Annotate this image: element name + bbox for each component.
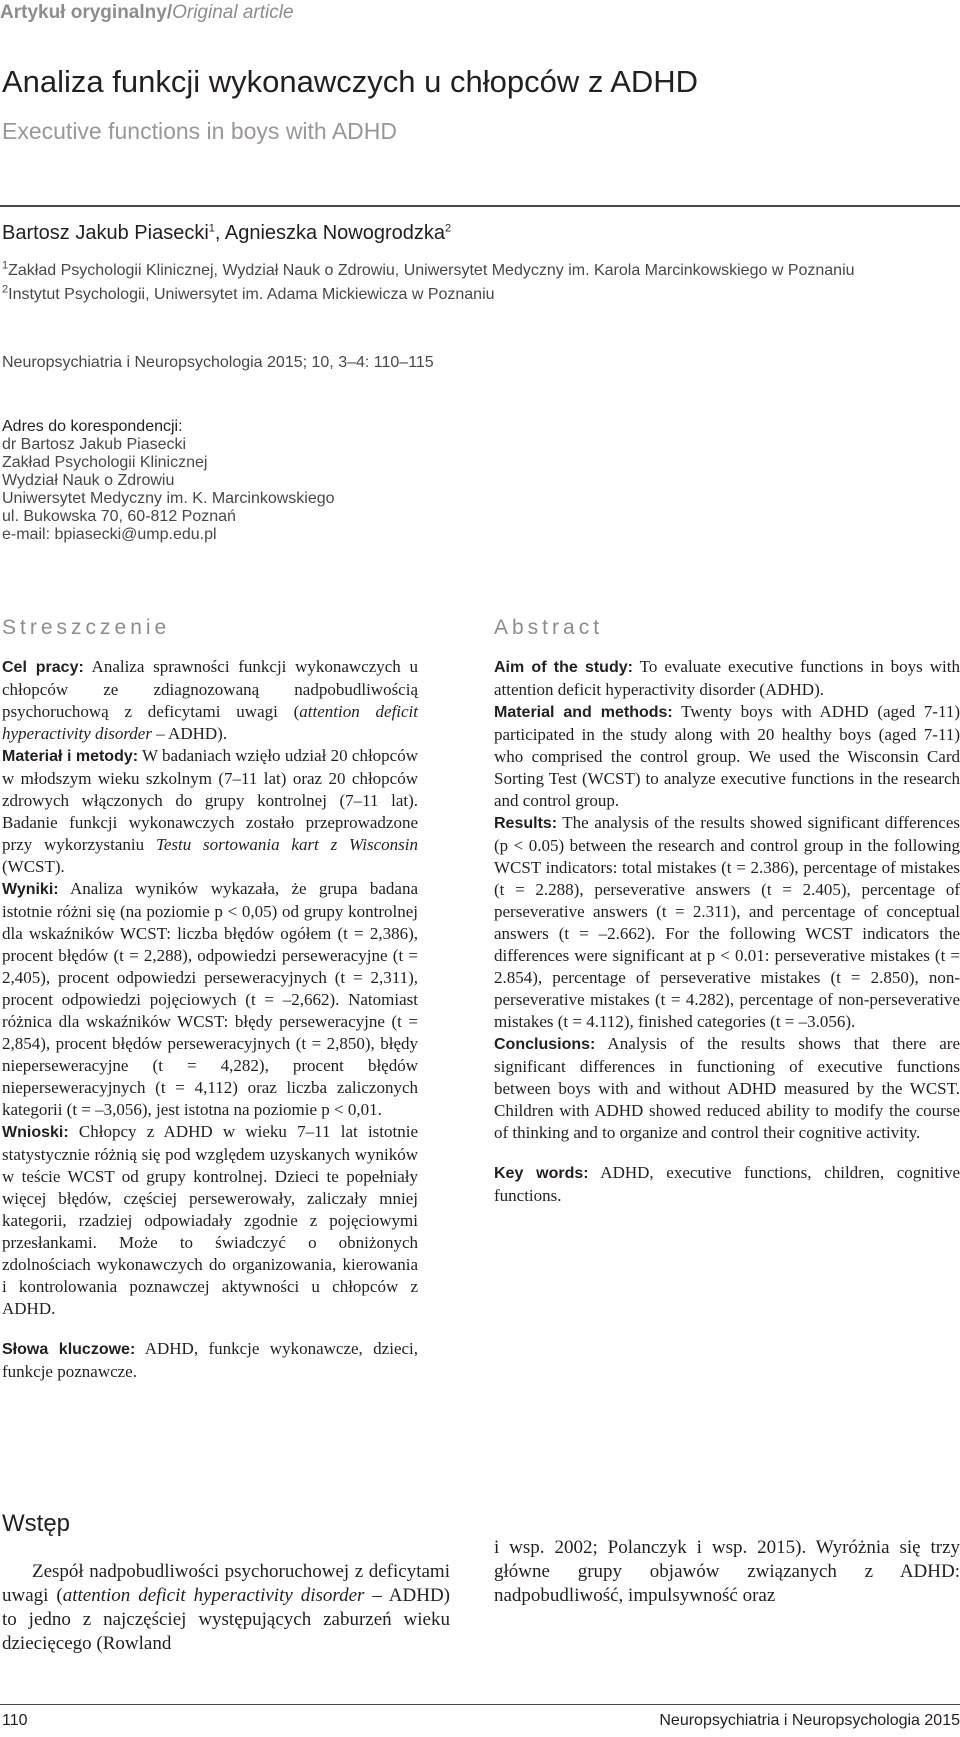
abstract-heading: Abstract	[494, 616, 604, 639]
streszczenie-aim	[2, 656, 418, 745]
correspondence-heading: Adres do korespondencji:	[2, 418, 183, 435]
intro-left-text: Zespół nadpobudliwości psychoruchowej z deficytami uwagi (	[2, 1561, 450, 1606]
streszczenie-body	[2, 656, 418, 1383]
author-1-sup: 1	[208, 222, 215, 235]
correspondence-line: Wydział Nauk o Zdrowiu	[2, 472, 175, 489]
conclusions-text: Chłopcy z ADHD w wieku 7–11 lat istotnie statystycznie różnią się pod względem uzyskanych wyników w teście WCST od grupy kontrolnej. Dzieci te popełniały więcej błędów, częściej persewerowały, zaliczały mniej kategorii, rzadziej odpowiadały zgodnie z pojęciowymi przesłankami. Może to świadczyć o obniżonych zdolnościach wykonawczych do organizowania, kierowania i kontrolowania poznawczej aktywności u chłopców z ADHD.	[2, 1122, 418, 1318]
aim-italic: attention deficit hyperactivity disorder	[2, 702, 419, 743]
conclusions-label: Wnioski:	[2, 1124, 69, 1141]
abstract-conclusions	[494, 1033, 960, 1144]
streszczenie-methods	[2, 745, 418, 878]
abstract-results	[494, 812, 960, 1033]
affiliation-1	[2, 259, 855, 280]
conclusions-text: Analysis of the results shows that there are significant differences in functioning of executive functions between boys with and without ADHD measured by the WCST. Children with ADHD showed reduced ability to modify the course of thinking and to organize and control their cognitive activity.	[494, 1034, 960, 1142]
intro-right-paragraph: i wsp. 2002; Polanczyk i wsp. 2015). Wyróżnia się trzy główne grupy objawów związanych z ADHD: nadpobudliwość, impulsywność oraz	[494, 1537, 960, 1606]
results-text: The analysis of the results showed significant differences (p < 0.05) between the research and control group in the following WCST indicators: total mistakes (t = 2.386), percentage of mistakes (t = 2.288), perseverative answers (t = 2.405), percentage of perseverative answers (t = 2.311), and percentage of conceptual answers (t = –2.662). For the following WCST indicators the differences were significant at p < 0.01: perseverative mistakes (t = 2.854), percentage of perseverative mistakes (t = 2.850), non-perseverative mistakes (t = 4.282), percentage of non-perseverative mistakes (t = 4.112), finished categories (t = –3.056).	[494, 813, 960, 1031]
correspondence-email[interactable]: e-mail: bpiasecki@ump.edu.pl	[2, 526, 217, 543]
footer-divider	[0, 1704, 960, 1705]
author-2: Agnieszka Nowogrodzka	[224, 222, 446, 244]
intro-left-end: – ADHD) to jedno z najczęściej występujących zaburzeń wieku dziecięcego (Rowland	[2, 1585, 450, 1654]
aim-text: Analiza sprawności funkcji wykonawczych u chłopców ze zdiagnozowaną nadpobudliwością psychoruchową z deficytami uwagi (	[2, 657, 418, 721]
streszczenie-keywords	[2, 1338, 418, 1383]
methods-end: (WCST).	[2, 857, 65, 876]
keywords-text: ADHD, executive functions, children, cognitive functions.	[494, 1163, 960, 1205]
keywords-label: Key words:	[494, 1165, 589, 1182]
abstract-body	[494, 656, 960, 1207]
results-text: Analiza wyników wykazała, że grupa badana istotnie różni się (na poziomie p < 0,05) od grupy kontrolnej dla wskaźników WCST: liczba błędów ogółem (t = 2,386), procent błędów (t = 2,288), odpowiedzi perseweracyjne (t = 2,405), procent odpowiedzi perseweracyjnych (t = 2,311), procent odpowiedzi pojęciowych (t = –2,662). Natomiast różnica dla wskaźników WCST: błędy perseweracyjne (t = 2,854), procent błędów perseweracyjnych (t = 2,850), błędy nieperseweracyjne (t = 4,282), procent błędów nieperseweracyjnych (t = 4,112) oraz liczba zaliczonych kategorii (t = –3,056), jest istotna na poziomie p < 0,01.	[2, 879, 418, 1119]
affiliation-text: Instytut Psychologii, Uniwersytet im. Adama Mickiewicza w Poznaniu	[8, 286, 495, 303]
abstract-methods	[494, 701, 960, 812]
streszczenie-conclusions	[2, 1121, 418, 1320]
article-type-en: Original article	[172, 2, 294, 23]
intro-heading: Wstęp	[2, 1510, 71, 1537]
affiliation-2	[2, 283, 495, 304]
keywords-label: Słowa kluczowe:	[2, 1341, 136, 1358]
correspondence-line: Zakład Psychologii Klinicznej	[2, 454, 208, 471]
methods-text: Twenty boys with ADHD (aged 7-11) participated in the study along with 20 healthy boys (aged 7-11) who comprised the control group. We used the Wisconsin Card Sorting Test (WCST) to analyze executive functions in the research and control group.	[494, 702, 960, 810]
correspondence-line: ul. Bukowska 70, 60-812 Poznań	[2, 508, 236, 525]
page-number: 110	[2, 1712, 28, 1729]
abstract-keywords	[494, 1162, 960, 1207]
conclusions-label: Conclusions:	[494, 1036, 596, 1053]
correspondence	[2, 418, 335, 544]
header-divider	[0, 205, 960, 207]
authors	[2, 222, 451, 245]
streszczenie-results	[2, 878, 418, 1121]
methods-text: W badaniach wzięło udział 20 chłopców w młodszym wieku szkolnym (7–11 lat) oraz 20 chłopców zdrowych włączonych do grupy kontrolnej (7–11 lat). Badanie funkcji wykonawczych zostało przeprowadzone przy wykorzystaniu	[2, 746, 418, 854]
aim-end: – ADHD).	[151, 724, 228, 743]
methods-italic: Testu sortowania kart z Wisconsin	[155, 835, 418, 854]
streszczenie-heading: Streszczenie	[2, 616, 171, 639]
journal-reference: Neuropsychiatria i Neuropsychologia 2015; 10, 3–4: 110–115	[2, 354, 434, 371]
author-separator: ,	[214, 222, 225, 244]
aim-label: Aim of the study:	[494, 659, 633, 676]
intro-left-italic: attention deficit hyperactivity disorder	[62, 1585, 365, 1606]
correspondence-line: Uniwersytet Medyczny im. K. Marcinkowskiego	[2, 490, 335, 507]
affiliation-text: Zakład Psychologii Klinicznej, Wydział Nauk o Zdrowiu, Uniwersytet Medyczny im. Karola Marcinkowskiego w Poznaniu	[8, 262, 855, 279]
abstract-aim	[494, 656, 960, 701]
author-1: Bartosz Jakub Piasecki	[2, 222, 209, 244]
intro-left-column	[2, 1560, 450, 1656]
keywords-text: ADHD, funkcje wykonawcze, dzieci, funkcje poznawcze.	[2, 1339, 419, 1381]
intro-right-column	[494, 1536, 960, 1608]
correspondence-line: dr Bartosz Jakub Piasecki	[2, 436, 187, 453]
article-type-pl: Artykuł oryginalny/	[0, 2, 173, 23]
results-label: Wyniki:	[2, 881, 59, 898]
intro-left-paragraph	[2, 1560, 450, 1656]
article-subtitle: Executive functions in boys with ADHD	[2, 118, 398, 144]
methods-label: Material and methods:	[494, 704, 673, 721]
article-type	[0, 2, 294, 24]
affiliation-sup: 1	[2, 259, 9, 272]
article-title: Analiza funkcji wykonawczych u chłopców z ADHD	[2, 64, 699, 99]
affiliation-sup: 2	[2, 283, 9, 296]
results-label: Results:	[494, 815, 558, 832]
aim-text: To evaluate executive functions in boys with attention deficit hyperactivity disorder (ADHD).	[494, 657, 960, 699]
footer-journal: Neuropsychiatria i Neuropsychologia 2015	[659, 1712, 960, 1729]
author-2-sup: 2	[445, 222, 452, 235]
methods-label: Materiał i metody:	[2, 748, 139, 765]
aim-label: Cel pracy:	[2, 659, 84, 676]
